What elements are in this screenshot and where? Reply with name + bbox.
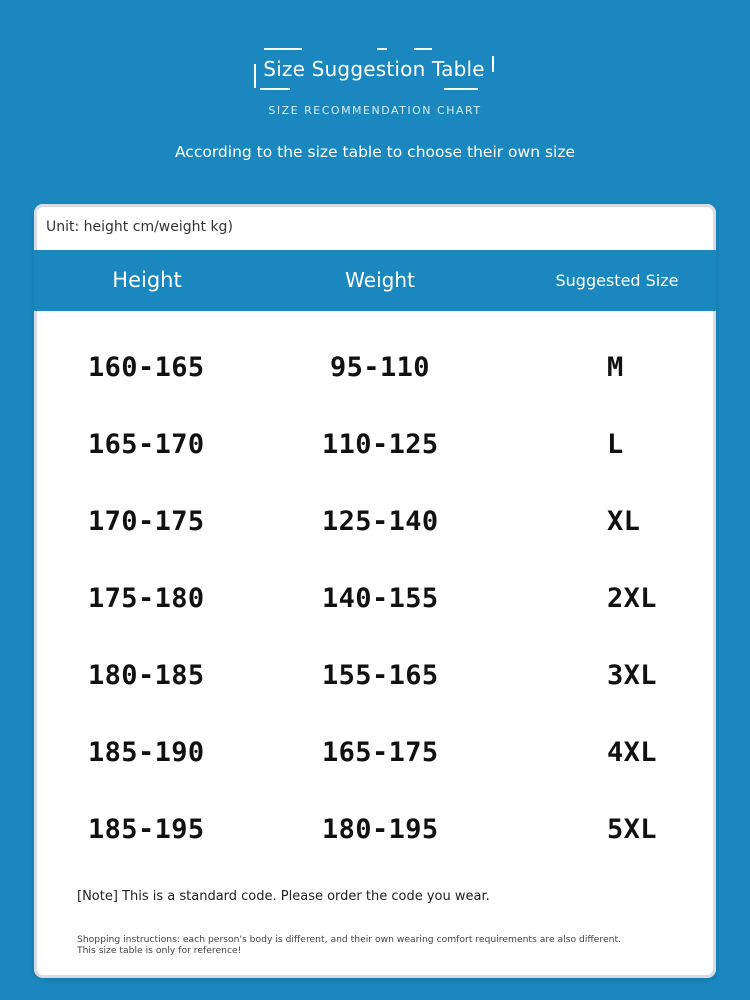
weight-cell: 140-155 [322, 583, 439, 614]
column-header-height: Height [112, 268, 182, 292]
page-title: Size Suggestion Table [263, 57, 485, 81]
page-tagline: According to the size table to choose their own size [174, 143, 576, 161]
table-row [34, 339, 716, 397]
weight-cell: 95-110 [330, 352, 430, 383]
column-header-size: Suggested Size [555, 271, 679, 290]
hero-banner [0, 0, 750, 200]
height-cell: 175-180 [88, 583, 205, 614]
size-cell: 3XL [607, 660, 657, 691]
table-row [34, 724, 716, 782]
shopping-instructions: Shopping instructions: each person's body is different, and their own wearing comfort requirements are also different. This size table is only for reference! [77, 934, 621, 956]
height-cell: 165-170 [88, 429, 205, 460]
size-cell: M [607, 352, 624, 383]
height-cell: 160-165 [88, 352, 205, 383]
title-frame [254, 48, 494, 90]
size-cell: XL [607, 506, 641, 537]
height-cell: 180-185 [88, 660, 205, 691]
table-row [34, 647, 716, 705]
size-cell: 4XL [607, 737, 657, 768]
weight-cell: 125-140 [322, 506, 439, 537]
weight-cell: 155-165 [322, 660, 439, 691]
weight-cell: 165-175 [322, 737, 439, 768]
height-cell: 185-190 [88, 737, 205, 768]
table-row [34, 416, 716, 474]
standard-code-note: [Note] This is a standard code. Please order the code you wear. [77, 889, 490, 904]
column-header-weight: Weight [345, 268, 415, 292]
size-cell: 2XL [607, 583, 657, 614]
unit-label: Unit: height cm/weight kg) [46, 219, 233, 235]
table-row [34, 801, 716, 859]
size-table-card [34, 204, 716, 978]
weight-cell: 110-125 [322, 429, 439, 460]
height-cell: 170-175 [88, 506, 205, 537]
table-header [34, 250, 716, 311]
height-cell: 185-195 [88, 814, 205, 845]
size-cell: 5XL [607, 814, 657, 845]
table-row [34, 493, 716, 551]
table-row [34, 570, 716, 628]
weight-cell: 180-195 [322, 814, 439, 845]
size-cell: L [607, 429, 624, 460]
page-subtitle: SIZE RECOMMENDATION CHART [268, 104, 482, 117]
